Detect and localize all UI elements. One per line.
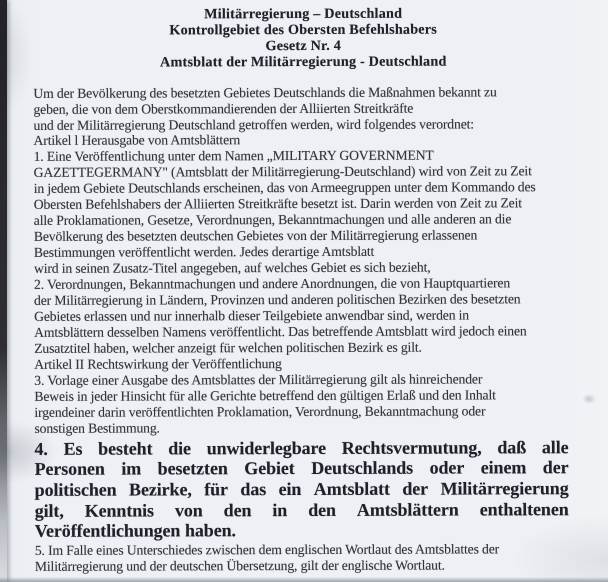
document-body bbox=[33, 84, 599, 576]
document-header bbox=[0, 0, 607, 72]
body-text-line: wird in seinen Zusatz-Titel angegeben, auf welches Gebiet es sich bezieht, bbox=[33, 259, 431, 276]
body-text-line: Artikel l Herausgabe von Amtsblättern bbox=[33, 132, 241, 149]
body-text-line: sonstigen Bestimmung. bbox=[34, 420, 160, 436]
body-text-line: Zusatztitel haben, welcher anzeigt für welchen politischen Bezirk es gilt. bbox=[34, 339, 422, 356]
bold-paragraph-line: Personen im besetzten Gebiet Deutschlands oder einem der bbox=[34, 457, 569, 480]
header-title-line: Amtsblatt der Militärregierung - Deutschland bbox=[160, 53, 447, 71]
body-text-line: der Militärregierung in Ländern, Provinzen und anderen politischen Bezirken des besetzten bbox=[34, 291, 521, 308]
body-text-line: Bestimmungen veröffentlicht werden. Jedes derartige Amtsblatt bbox=[33, 243, 375, 261]
body-text-line: Amtsblättern desselben Namens veröffentlicht. Das betreffende Amtsblatt wird jedoch einen bbox=[34, 323, 527, 340]
body-text-line: geben, die von dem Oberstkommandierenden der Alliierten Streitkräfte bbox=[33, 100, 414, 117]
scan-edge-shadow-bottom bbox=[0, 577, 608, 582]
body-text-line: Obersten Befehlshabers der Alliierten Streitkräfte besetzt ist. Darin werden von Zeit zu Zeit bbox=[33, 195, 522, 213]
bold-paragraph-line: politischen Bezirke, für das ein Amtsblatt der Militärregierung bbox=[34, 478, 569, 500]
bold-paragraph-line: 4. Es besteht die unwiderlegbare Rechtsvermutung, daß alle bbox=[34, 436, 569, 459]
body-text-line: 2. Verordnungen, Bekanntmachungen und andere Anordnungen, die von Hauptquartieren bbox=[33, 275, 511, 292]
body-text-line: in jedem Gebiete Deutschlands erscheinen, das von Armeegruppen unter dem Kommando des bbox=[33, 179, 536, 197]
body-text-line: 3. Vorlage einer Ausgabe des Amtsblattes der Militärregierung gilt als hinreichender bbox=[34, 371, 483, 388]
body-text-line: Gebietes erlassen und nur innerhalb dieser Teilgebiete anwendbar sind, werden in bbox=[34, 307, 470, 324]
paragraph-block bbox=[33, 84, 598, 437]
header-title-line: Gesetz Nr. 4 bbox=[265, 37, 342, 54]
body-text-line: und der Militärregierung Deutschland getroffen werden, wird folgendes verordnet: bbox=[33, 115, 474, 133]
closing-text-line: 5. Im Falle eines Unterschiedes zwischen dem englischen Wortlaut des Amtsblattes der bbox=[34, 541, 500, 558]
closing-text-line: Militärregierung und der deutschen Übersetzung, gilt der englische Wortlaut. bbox=[34, 558, 445, 575]
body-text-line: GAZETTEGERMANY" (Amtsblatt der Militärregierung-Deutschland) wird von Zeit zu Zeit bbox=[33, 163, 532, 181]
body-text-line: Bevölkerung des besetzten deutschen Gebietes von der Militärregierung erlassenen bbox=[33, 227, 478, 245]
body-text-line: alle Proklamationen, Gesetze, Verordnungen, Bekanntmachungen und alle anderen an die bbox=[33, 211, 512, 229]
body-text-line: irgendeiner darin veröffentlichten Proklamation, Verordnung, Bekanntmachung oder bbox=[34, 403, 486, 420]
body-text-line: Artikel II Rechtswirkung der Veröffentlichung bbox=[34, 355, 282, 372]
body-text-line: Um der Bevölkerung des besetzten Gebietes Deutschlands die Maßnahmen bekannt zu bbox=[33, 84, 497, 101]
scan-edge-shadow-left bbox=[0, 0, 7, 582]
header-title-line: Kontrollgebiet des Obersten Befehlshabers bbox=[169, 21, 438, 39]
bold-paragraph-line: Veröffentlichungen haben. bbox=[34, 520, 236, 542]
body-text-line: Beweis in jeder Hinsicht für alle Gerichte betreffend den gültigen Erlaß und den Inhalt bbox=[34, 387, 496, 404]
bold-paragraph-line: gilt, Kenntnis von den in den Amtsblättern enthaltenen bbox=[34, 498, 569, 521]
header-title-line: Militärregierung – Deutschland bbox=[204, 5, 403, 23]
closing-paragraph-block bbox=[35, 541, 599, 575]
body-text-line: 1. Eine Veröffentlichung unter dem Namen „MILITARY GOVERNMENT bbox=[33, 148, 434, 165]
bold-paragraph-block bbox=[34, 437, 568, 542]
